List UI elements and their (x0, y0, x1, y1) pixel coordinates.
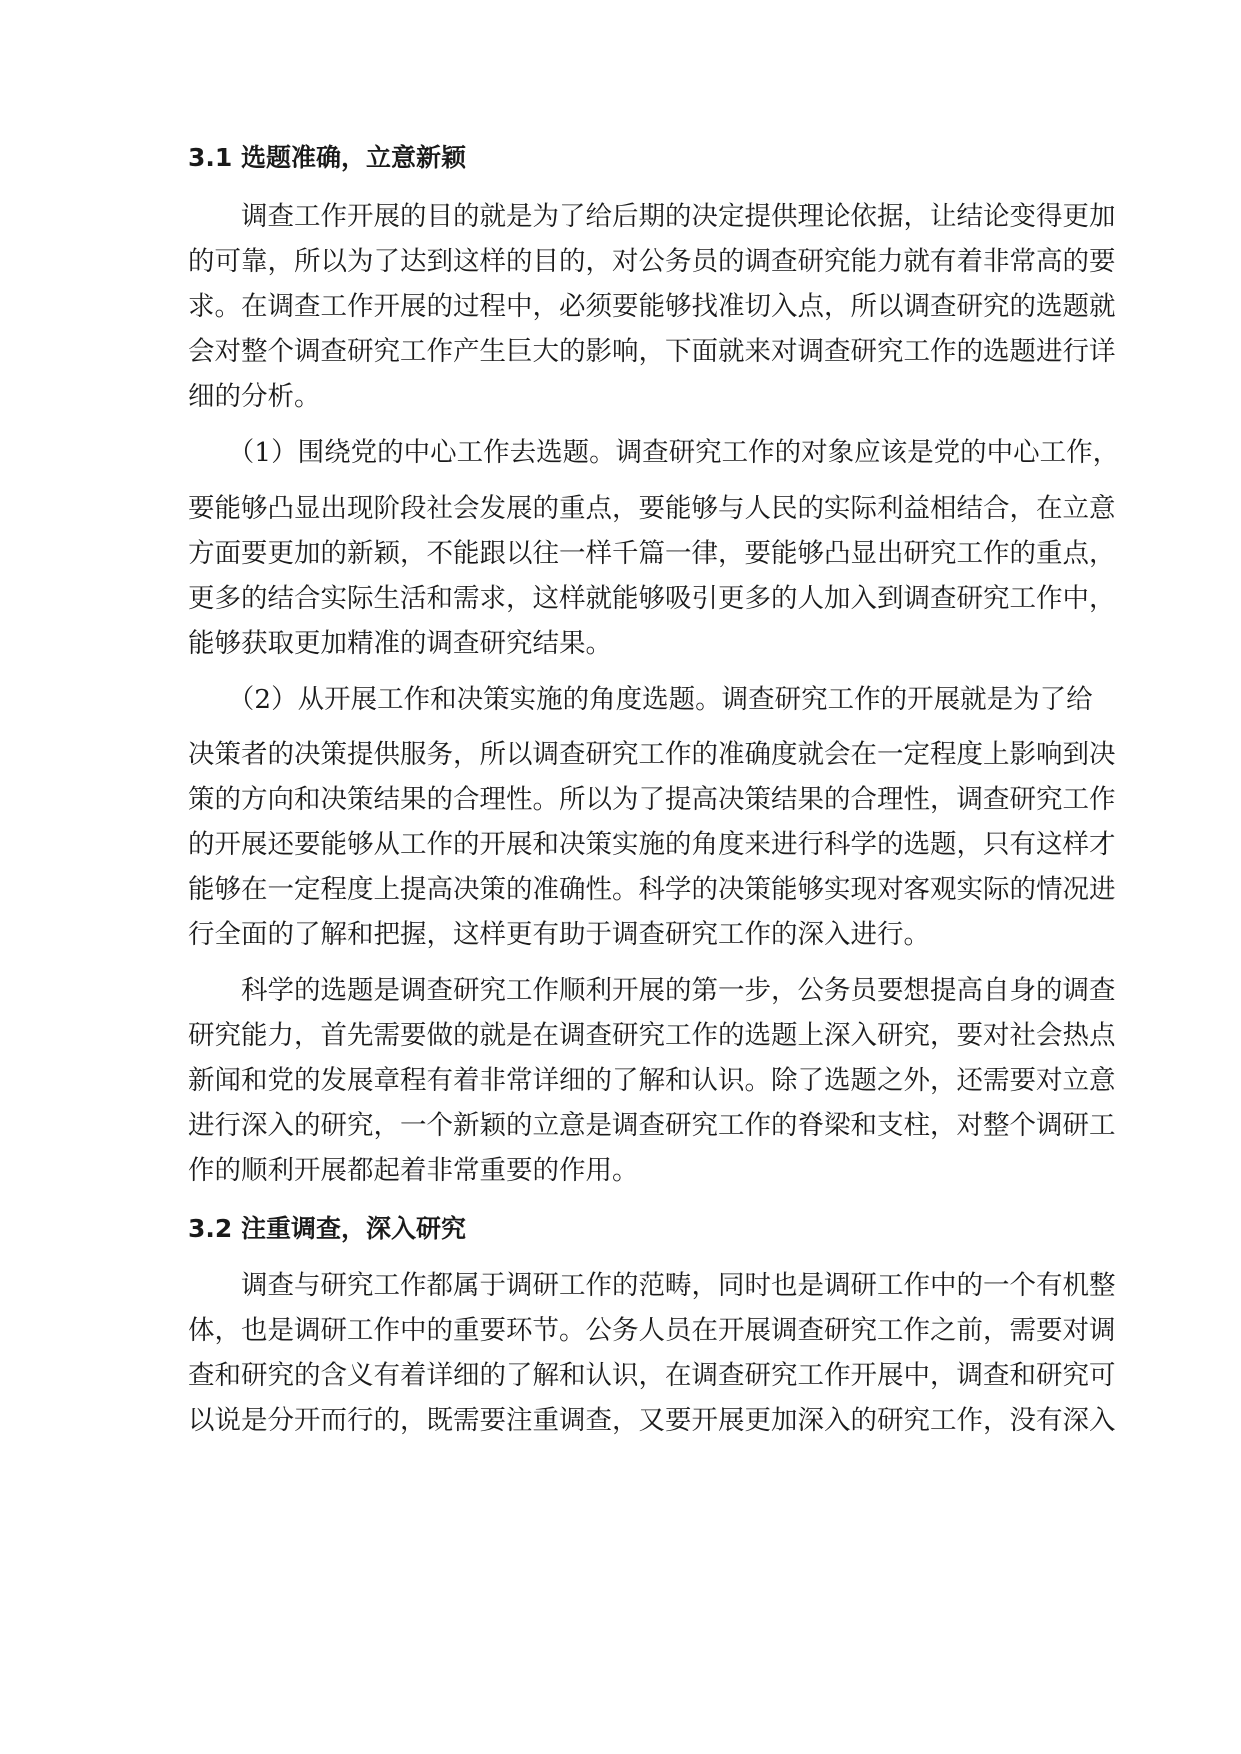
paragraph-line: 方面要更加的新颖，不能跟以往一样千篇一律，要能够凸显出研究工作的重点， (188, 538, 1116, 569)
section-3-2-heading: 3.2 注重调查，深入研究 (188, 1214, 466, 1243)
paragraph-line: 查和研究的含义有着详细的了解和认识，在调查研究工作开展中，调查和研究可 (188, 1360, 1116, 1391)
paragraph-line: 新闻和党的发展章程有着非常详细的了解和认识。除了选题之外，还需要对立意 (188, 1065, 1116, 1096)
paragraph-line: 的开展还要能够从工作的开展和决策实施的角度来进行科学的选题，只有这样才 (188, 829, 1116, 860)
paragraph-line: 调查工作开展的目的就是为了给后期的决定提供理论依据，让结论变得更加 (188, 201, 1116, 232)
paragraph-line: 作的顺利开展都起着非常重要的作用。 (188, 1155, 639, 1186)
paragraph-line: 细的分析。 (188, 381, 321, 412)
paragraph-line: 能够在一定程度上提高决策的准确性。科学的决策能够实现对客观实际的情况进 (188, 874, 1116, 905)
paragraph-line: 能够获取更加精准的调查研究结果。 (188, 628, 612, 659)
paragraph-line: 体，也是调研工作中的重要环节。公务人员在开展调查研究工作之前，需要对调 (188, 1315, 1116, 1346)
paragraph-line: 调查与研究工作都属于调研工作的范畴，同时也是调研工作中的一个有机整 (188, 1270, 1116, 1301)
list-item-1-lead: （1）围绕党的中心工作去选题。调查研究工作的对象应该是党的中心工作， (188, 437, 1120, 468)
paragraph-line: 决策者的决策提供服务，所以调查研究工作的准确度就会在一定程度上影响到决 (188, 739, 1116, 770)
section-3-1-heading: 3.1 选题准确，立意新颖 (188, 143, 466, 172)
paragraph-line: 行全面的了解和把握，这样更有助于调查研究工作的深入进行。 (188, 919, 930, 950)
list-item-2-lead: （2）从开展工作和决策实施的角度选题。调查研究工作的开展就是为了给 (188, 684, 1093, 715)
paragraph-line: 求。在调查工作开展的过程中，必须要能够找准切入点，所以调查研究的选题就 (188, 291, 1116, 322)
paragraph-line: 要能够凸显出现阶段社会发展的重点，要能够与人民的实际利益相结合，在立意 (188, 493, 1116, 524)
paragraph-line: 研究能力，首先需要做的就是在调查研究工作的选题上深入研究，要对社会热点 (188, 1020, 1116, 1051)
paragraph-line: 策的方向和决策结果的合理性。所以为了提高决策结果的合理性，调查研究工作 (188, 784, 1116, 815)
paragraph-line: 科学的选题是调查研究工作顺利开展的第一步，公务员要想提高自身的调查 (188, 975, 1116, 1006)
paragraph-line: 更多的结合实际生活和需求，这样就能够吸引更多的人加入到调查研究工作中， (188, 583, 1116, 614)
paragraph-line: 以说是分开而行的，既需要注重调查，又要开展更加深入的研究工作，没有深入 (188, 1405, 1116, 1436)
paragraph-line: 进行深入的研究，一个新颖的立意是调查研究工作的脊梁和支柱，对整个调研工 (188, 1110, 1116, 1141)
paragraph-line: 的可靠，所以为了达到这样的目的，对公务员的调查研究能力就有着非常高的要 (188, 246, 1116, 277)
paragraph-line: 会对整个调查研究工作产生巨大的影响，下面就来对调查研究工作的选题进行详 (188, 336, 1116, 367)
